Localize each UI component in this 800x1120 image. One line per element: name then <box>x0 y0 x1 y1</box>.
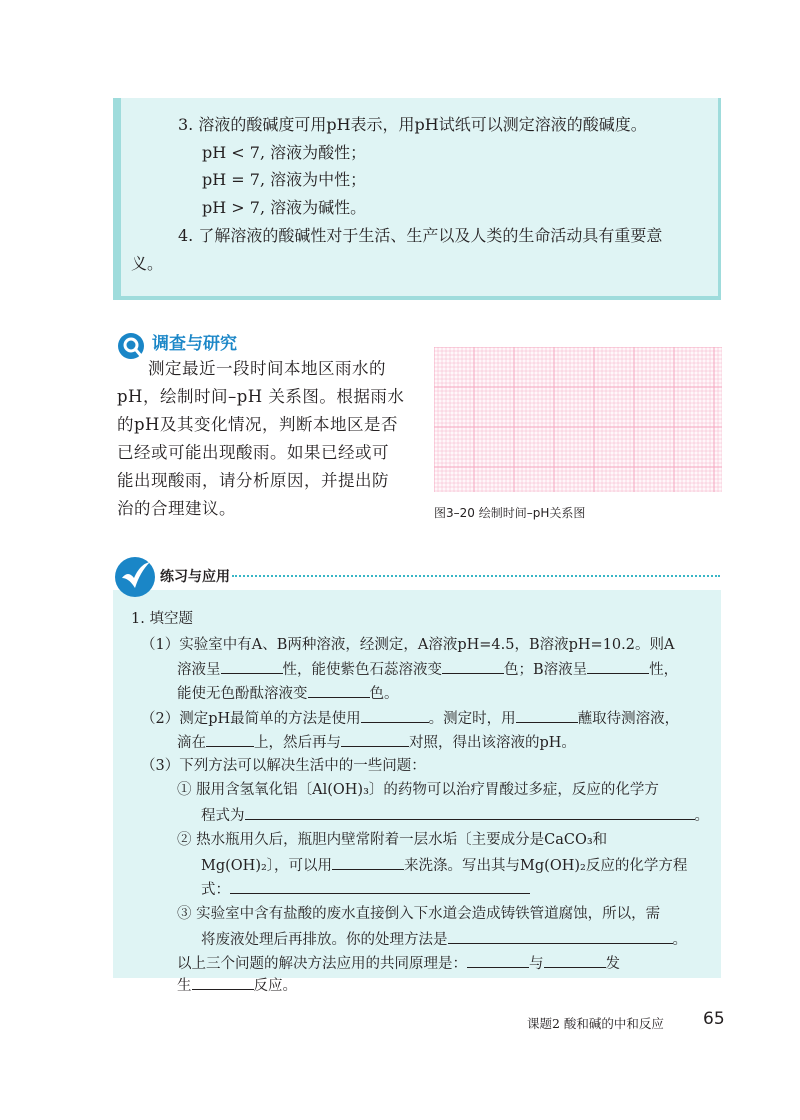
figure-caption: 图3–20 绘制时间–pH关系图 <box>434 506 586 520</box>
research-line-6: 治的合理建议。 <box>117 499 236 518</box>
answer-blank[interactable] <box>442 659 504 674</box>
answer-blank[interactable] <box>467 953 529 968</box>
summary-item-4: 4. 了解溶液的酸碱性对于生活、生产以及人类的生命活动具有重要意 <box>178 226 663 245</box>
summary-ph-neutral: pH = 7, 溶液为中性； <box>202 170 367 189</box>
summary-item-4-cont: 义。 <box>131 254 164 273</box>
graph-paper-grid <box>434 347 722 492</box>
answer-blank[interactable] <box>448 929 673 944</box>
answer-blank[interactable] <box>361 708 429 723</box>
q1-2-line-1: （2）测定pH最简单的方法是使用 。测定时，用 蘸取待测溶液， <box>141 708 679 729</box>
footer-chapter-title: 课题2 酸和碱的中和反应 <box>527 1016 664 1031</box>
q1-3-3-line-2: 将废液处理后再排放。你的处理方法是 。 <box>201 929 687 950</box>
summary-ph-acidic: pH < 7, 溶液为酸性； <box>202 143 367 162</box>
checkmark-icon <box>114 556 156 598</box>
q1-3-1-line-1: ① 服用含氢氧化铝〔Al(OH)₃〕的药物可以治疗胃酸过多症，反应的化学方 <box>177 782 659 798</box>
q1-3-summary-line-2: 生 反应。 <box>177 975 297 996</box>
summary-item-3: 3. 溶液的酸碱度可用pH表示，用pH试纸可以测定溶液的酸碱度。 <box>178 115 647 134</box>
research-title: 调查与研究 <box>152 334 237 354</box>
page-number: 65 <box>703 1009 725 1029</box>
answer-blank[interactable] <box>230 879 530 894</box>
q1-3-3-line-1: ③ 实验室中含有盐酸的废水直接倒入下水道会造成铸铁管道腐蚀，所以，需 <box>177 906 661 922</box>
answer-blank[interactable] <box>245 805 695 820</box>
summary-ph-basic: pH > 7, 溶液为碱性。 <box>202 198 367 217</box>
q1-3-2-line-3: 式： <box>201 879 530 900</box>
answer-blank[interactable] <box>341 732 409 747</box>
answer-blank[interactable] <box>516 708 578 723</box>
q1-1-line-3: 能使无色酚酞溶液变 色。 <box>177 683 399 704</box>
answer-blank[interactable] <box>192 975 254 990</box>
q1-3-1-line-2: 程式为 。 <box>201 805 709 826</box>
q1-1-line-2: 溶液呈 性，能使紫色石蕊溶液变 色；B溶液呈 性， <box>177 659 678 680</box>
q1-2-line-2: 滴在 上，然后再与 对照，得出该溶液的pH。 <box>177 732 576 753</box>
research-line-5: 能出现酸雨，请分析原因，并提出防 <box>117 471 389 490</box>
answer-blank[interactable] <box>308 683 370 698</box>
answer-blank[interactable] <box>332 855 404 870</box>
q1-3-2-line-1: ② 热水瓶用久后，瓶胆内壁常附着一层水垢〔主要成分是CaCO₃和 <box>177 832 608 848</box>
q1-3-2-line-2: Mg(OH)₂〕，可以用 来洗涤。写出其与Mg(OH)₂反应的化学方程 <box>201 855 687 876</box>
q1-3-title: （3）下列方法可以解决生活中的一些问题： <box>141 758 426 774</box>
answer-blank[interactable] <box>221 659 283 674</box>
research-line-1: 测定最近一段时间本地区雨水的 <box>148 359 386 378</box>
magnifier-icon <box>117 332 145 360</box>
answer-blank[interactable] <box>544 953 606 968</box>
research-line-4: 已经或可能出现酸雨。如果已经或可 <box>117 443 389 462</box>
answer-blank[interactable] <box>206 732 254 747</box>
research-line-3: 的pH及其变化情况，判断本地区是否 <box>117 415 398 434</box>
q1-title: 1. 填空题 <box>131 611 193 627</box>
q1-3-summary-line-1: 以上三个问题的解决方法应用的共同原理是： 与 发 <box>177 953 620 974</box>
research-line-2: pH，绘制时间–pH 关系图。根据雨水 <box>117 387 405 406</box>
answer-blank[interactable] <box>587 659 649 674</box>
dotted-divider <box>232 575 720 577</box>
q1-1-line-1: （1）实验室中有A、B两种溶液，经测定，A溶液pH=4.5，B溶液pH=10.2。则A <box>141 637 675 653</box>
practice-title: 练习与应用 <box>160 569 230 585</box>
